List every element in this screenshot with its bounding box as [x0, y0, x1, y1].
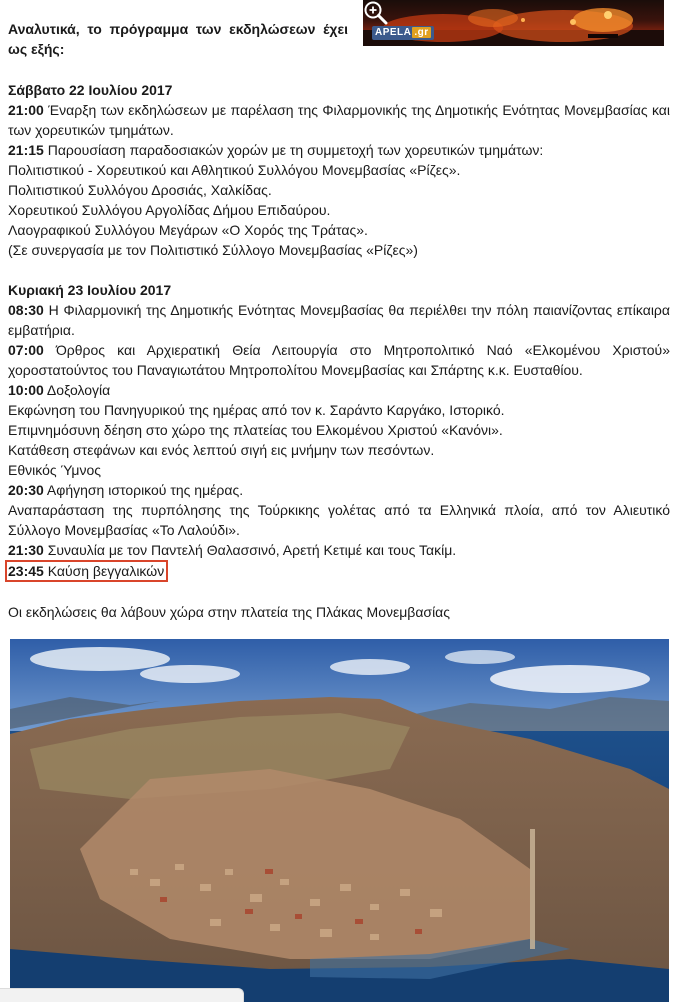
event-text: Έναρξη των εκδηλώσεων με παρέλαση της Φιλαρμονικής της Δημοτικής Ενότητας Μονεμβασίας και των χορευτικών τμημάτων.: [8, 102, 670, 138]
monemvasia-aerial-photo[interactable]: [10, 639, 669, 1002]
event-sunday-2030: [8, 480, 670, 500]
event-text: Δοξολογία: [43, 382, 111, 398]
venue-note: Οι εκδηλώσεις θα λάβουν χώρα στην πλατεία της Πλάκας Μονεμβασίας: [8, 604, 451, 620]
event-time: 08:30: [8, 302, 44, 318]
ceremony-line-3: Κατάθεση στεφάνων και ενός λεπτού σιγή εις μνήμην των πεσόντων.: [8, 442, 435, 458]
fireworks-thumbnail[interactable]: [363, 0, 664, 46]
event-time: 21:00: [8, 102, 44, 118]
ceremony-line-1: Εκφώνηση του Πανηγυρικού της ημέρας από τον κ. Σαράντο Καργάκο, Ιστορικό.: [8, 402, 505, 418]
highlighted-event: [5, 560, 168, 582]
event-sunday-0830: [8, 300, 670, 340]
event-text: Καύση βεγγαλικών: [43, 563, 165, 579]
intro-title: Αναλυτικά, το πρόγραμμα των εκδηλώσεων έχει ως εξής:: [8, 21, 348, 57]
zoom-in-icon[interactable]: [363, 0, 389, 26]
dance-group-4: Λαογραφικού Συλλόγου Μεγάρων «Ο Χορός της Τράτας».: [8, 222, 368, 238]
sunday-section: [8, 280, 670, 582]
event-sunday-0700: [8, 340, 670, 380]
event-time: 21:30: [8, 542, 44, 558]
saturday-heading: Σάββατο 22 Ιουλίου 2017: [8, 82, 173, 98]
ceremony-line-4: Εθνικός Ύμνος: [8, 462, 102, 478]
event-text: Η Φιλαρμονική της Δημοτικής Ενότητας Μονεμβασίας θα περιέλθει την πόλη παιανίζοντας επίκαιρα εμβατήρια.: [8, 302, 670, 338]
event-text: Συναυλία με τον Παντελή Θαλασσινό, Αρετή Κετιμέ και τους Τακίμ.: [43, 542, 457, 558]
intro-block: [8, 0, 670, 60]
event-text: Παρουσίαση παραδοσιακών χορών με τη συμμετοχή των χορευτικών τμημάτων:: [43, 142, 544, 158]
photo-scene: [10, 639, 669, 1002]
article-content: [8, 0, 670, 622]
bottom-overlay-bar: [0, 988, 244, 1002]
event-text: Αφήγηση ιστορικού της ημέρας.: [43, 482, 244, 498]
dance-group-2: Πολιτιστικού Συλλόγου Δροσιάς, Χαλκίδας.: [8, 182, 272, 198]
watermark-suffix: .gr: [414, 27, 429, 38]
ceremony-line-2: Επιμνημόσυνη δέηση στο χώρο της πλατείας του Ελκομένου Χριστού «Κανόνι».: [8, 422, 503, 438]
dance-group-3: Χορευτικού Συλλόγου Αργολίδας Δήμου Επιδαύρου.: [8, 202, 331, 218]
apela-watermark: [372, 26, 434, 40]
event-sunday-2130: [8, 540, 670, 560]
event-time: 10:00: [8, 382, 44, 398]
event-time: 07:00: [8, 342, 44, 358]
event-sunday-1000: [8, 380, 670, 400]
spacer: [8, 60, 670, 80]
event-time: 23:45: [8, 563, 44, 579]
event-sunday-2345: [8, 560, 670, 582]
dance-group-1: Πολιτιστικού - Χορευτικού και Αθλητικού Συλλόγου Μονεμβασίας «Ρίζες».: [8, 162, 461, 178]
watermark-main: APELA: [375, 27, 412, 38]
sunday-heading: Κυριακή 23 Ιουλίου 2017: [8, 282, 172, 298]
collaboration-note: (Σε συνεργασία με τον Πολιτιστικό Σύλλογο Μονεμβασίας «Ρίζες»): [8, 242, 418, 258]
saturday-section: [8, 80, 670, 260]
event-saturday-2100: [8, 100, 670, 140]
reenactment-line: Αναπαράσταση της πυρπόλησης της Τούρκικης γολέτας από τα Ελληνικά πλοία, από τον Αλιευτικό Σύλλογο Μονεμβασίας «Το Λαλούδι».: [8, 502, 670, 538]
spacer: [8, 260, 670, 280]
event-time: 21:15: [8, 142, 44, 158]
event-text: Όρθρος και Αρχιερατική Θεία Λειτουργία στο Μητροπολιτικό Ναό «Ελκομένου Χριστού» χοροστατούντος του Παναγιωτάτου Μητροπολίτου Μονεμβασίας και Σπάρτης κ.κ. Ευσταθίου.: [8, 342, 670, 378]
event-time: 20:30: [8, 482, 44, 498]
event-saturday-2115: [8, 140, 670, 160]
